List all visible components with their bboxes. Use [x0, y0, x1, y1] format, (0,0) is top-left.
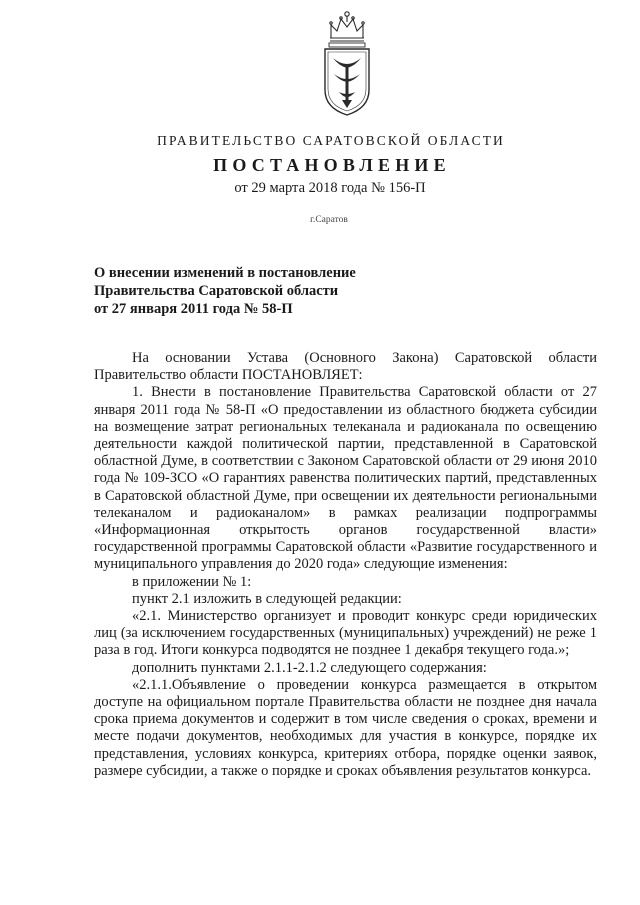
- document-type-title: ПОСТАНОВЛЕНИЕ: [213, 155, 451, 175]
- body-paragraph: На основании Устава (Основного Закона) Саратовской области Правительство области ПОСТАНОВЛЯЕТ:: [94, 350, 597, 384]
- decree-date-number: от 29 марта 2018 года № 156-П: [234, 180, 426, 196]
- body-paragraph: 1. Внести в постановление Правительства Саратовской области от 27 января 2011 года № 58-П «О предоставлении из областного бюджета субсидии на возмещение затрат региональных телеканала и радиоканала по освещению деятельности каждой политической партии, представленной в Саратовской областной Думе, в соответствии с Законом Саратовской области от 29 июня 2010 года № 109-ЗСО «О гарантиях равенства политических партий, представленных в Саратовской областной Думе, при освещении их деятельности региональными телеканалом и радиоканалом» в рамках реализации подпрограммы «Информационная открытость органов государственной власти» государственной программы Саратовской области «Развитие государственного и муниципального управления до 2020 года» следующие изменения:: [94, 384, 597, 573]
- body-paragraph: пункт 2.1 изложить в следующей редакции:: [132, 590, 402, 607]
- subject-line: от 27 января 2011 года № 58-П: [94, 301, 293, 317]
- body-paragraph: в приложении № 1:: [132, 573, 252, 590]
- body-paragraph: «2.1. Министерство организует и проводит конкурс среди юридических лиц (за исключением государственных (муниципальных) учреждений) не реже 1 раза в год. Итоги конкурса подводятся не позднее 1 декабря текущего года.»;: [94, 608, 597, 659]
- city-name: г.Саратов: [310, 215, 348, 225]
- body-paragraph: дополнить пунктами 2.1.1-2.1.2 следующего содержания:: [132, 659, 487, 676]
- coat-of-arms-icon: [317, 8, 377, 120]
- body-paragraph: «2.1.1.Объявление о проведении конкурса размещается в открытом доступе на официальном портале Правительства области не позднее дня начала срока приема документов и содержит в том числе сведения о сроках, времени и месте подачи документов, необходимых для участия в конкурсе, порядке их представления, условиях конкурса, критериях отбора, порядке оценки заявок, размере субсидии, а также о порядке и сроках объявления результатов конкурса.: [94, 676, 597, 779]
- government-name: ПРАВИТЕЛЬСТВО САРАТОВСКОЙ ОБЛАСТИ: [157, 133, 505, 148]
- decree-subject: [94, 264, 454, 318]
- subject-line: О внесении изменений в постановление: [94, 265, 356, 281]
- subject-line: Правительства Саратовской области: [94, 283, 339, 299]
- decree-body: [94, 350, 597, 780]
